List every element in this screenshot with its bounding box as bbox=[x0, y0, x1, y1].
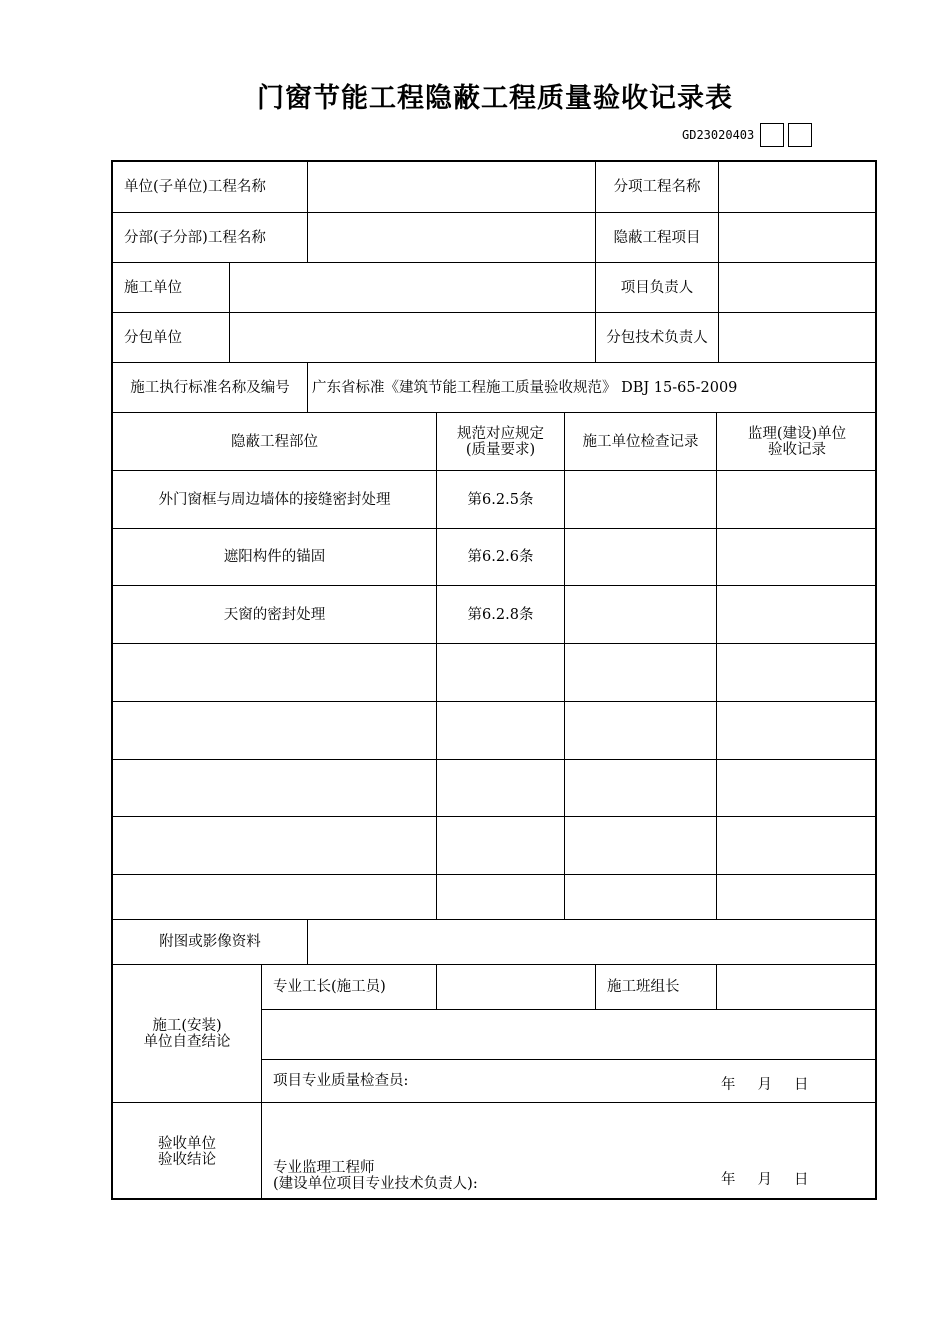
row-spec: 第6.2.6条 bbox=[437, 529, 565, 586]
form-code-area bbox=[682, 122, 812, 148]
concealed-item-field[interactable] bbox=[719, 213, 877, 263]
sub-tech-lead-field[interactable] bbox=[719, 313, 877, 363]
form-code: GD23020403 bbox=[682, 128, 755, 142]
foreman-field[interactable] bbox=[437, 965, 596, 1010]
page-title: 门窗节能工程隐蔽工程质量验收记录表 bbox=[257, 83, 733, 114]
row-spec: 第6.2.8条 bbox=[437, 586, 565, 644]
row-spec[interactable] bbox=[437, 817, 565, 875]
acceptance-label-line2: 验收结论 bbox=[158, 1151, 216, 1168]
month-label: 月 bbox=[757, 1172, 772, 1188]
row-spec[interactable] bbox=[437, 702, 565, 760]
row-check-field[interactable] bbox=[565, 817, 717, 875]
row-accept-field[interactable] bbox=[717, 760, 877, 817]
inspection-form bbox=[111, 160, 877, 1200]
row-accept-field[interactable] bbox=[717, 586, 877, 644]
spec-header-line1: 规范对应规定 bbox=[457, 425, 544, 442]
unit-project-label: 单位(子单位)工程名称 bbox=[113, 162, 308, 213]
day-label: 日 bbox=[794, 1077, 809, 1093]
supervisor-header-line2: 验收记录 bbox=[767, 441, 826, 458]
attachments-field[interactable] bbox=[308, 920, 877, 965]
serial-box-1[interactable] bbox=[760, 123, 784, 147]
project-manager-label: 项目负责人 bbox=[596, 263, 719, 313]
row-spec[interactable] bbox=[437, 875, 565, 920]
sub-tech-lead-label: 分包技术负责人 bbox=[596, 313, 719, 363]
row-check-field[interactable] bbox=[565, 760, 717, 817]
sub-item-field[interactable] bbox=[719, 162, 877, 213]
month-label: 月 bbox=[757, 1077, 772, 1093]
year-label: 年 bbox=[721, 1077, 736, 1093]
acceptance-label-line1: 验收单位 bbox=[158, 1135, 216, 1152]
row-part: 遮阳构件的锚固 bbox=[113, 529, 437, 586]
concealed-item-label: 隐蔽工程项目 bbox=[596, 213, 719, 263]
row-spec: 第6.2.5条 bbox=[437, 471, 565, 529]
row-part[interactable] bbox=[113, 817, 437, 875]
row-accept-field[interactable] bbox=[717, 817, 877, 875]
row-check-field[interactable] bbox=[565, 586, 717, 644]
column-header-spec bbox=[437, 413, 565, 471]
row-check-field[interactable] bbox=[565, 702, 717, 760]
standard-field[interactable]: 广东省标准《建筑节能工程施工质量验收规范》 DBJ 15-65-2009 bbox=[308, 363, 877, 413]
supervisor-header-line1: 监理(建设)单位 bbox=[747, 425, 847, 442]
project-manager-field[interactable] bbox=[719, 263, 877, 313]
day-label: 日 bbox=[794, 1172, 809, 1188]
division-field[interactable] bbox=[308, 213, 596, 263]
self-check-label-line2: 单位自查结论 bbox=[143, 1033, 231, 1050]
serial-box-2[interactable] bbox=[788, 123, 812, 147]
standard-label: 施工执行标准名称及编号 bbox=[113, 363, 308, 413]
year-label: 年 bbox=[721, 1172, 736, 1188]
column-header-part: 隐蔽工程部位 bbox=[113, 413, 437, 471]
row-accept-field[interactable] bbox=[717, 644, 877, 702]
row-accept-field[interactable] bbox=[717, 702, 877, 760]
row-check-field[interactable] bbox=[565, 471, 717, 529]
self-check-label bbox=[113, 965, 262, 1103]
row-part: 天窗的密封处理 bbox=[113, 586, 437, 644]
contractor-field[interactable] bbox=[230, 263, 596, 313]
row-spec[interactable] bbox=[437, 644, 565, 702]
row-check-field[interactable] bbox=[565, 875, 717, 920]
engineer-line2: (建设单位项目专业技术负责人): bbox=[273, 1176, 478, 1192]
self-check-date[interactable] bbox=[721, 1073, 831, 1094]
self-check-label-line1: 施工(安装) bbox=[152, 1017, 222, 1034]
subcontractor-field[interactable] bbox=[230, 313, 596, 363]
subcontractor-label: 分包单位 bbox=[113, 313, 230, 363]
team-leader-label: 施工班组长 bbox=[596, 965, 717, 1010]
inspector-label: 项目专业质量检查员: bbox=[273, 1073, 409, 1089]
acceptance-date[interactable] bbox=[721, 1168, 831, 1189]
row-accept-field[interactable] bbox=[717, 529, 877, 586]
sub-item-label: 分项工程名称 bbox=[596, 162, 719, 213]
row-check-field[interactable] bbox=[565, 529, 717, 586]
spec-header-line2: (质量要求) bbox=[465, 441, 536, 458]
column-header-contractor-check: 施工单位检查记录 bbox=[565, 413, 717, 471]
row-part[interactable] bbox=[113, 702, 437, 760]
row-accept-field[interactable] bbox=[717, 471, 877, 529]
row-check-field[interactable] bbox=[565, 644, 717, 702]
row-accept-field[interactable] bbox=[717, 875, 877, 920]
division-label: 分部(子分部)工程名称 bbox=[113, 213, 308, 263]
engineer-line1: 专业监理工程师 bbox=[273, 1160, 375, 1176]
attachments-label: 附图或影像资料 bbox=[113, 920, 308, 965]
contractor-label: 施工单位 bbox=[113, 263, 230, 313]
foreman-label: 专业工长(施工员) bbox=[262, 965, 437, 1010]
row-part[interactable] bbox=[113, 760, 437, 817]
unit-project-field[interactable] bbox=[308, 162, 596, 213]
column-header-supervisor bbox=[717, 413, 877, 471]
self-check-conclusion-field[interactable] bbox=[262, 1010, 877, 1060]
acceptance-label bbox=[113, 1103, 262, 1200]
row-part: 外门窗框与周边墙体的接缝密封处理 bbox=[113, 471, 437, 529]
row-part[interactable] bbox=[113, 875, 437, 920]
row-spec[interactable] bbox=[437, 760, 565, 817]
team-leader-field[interactable] bbox=[717, 965, 877, 1010]
row-part[interactable] bbox=[113, 644, 437, 702]
